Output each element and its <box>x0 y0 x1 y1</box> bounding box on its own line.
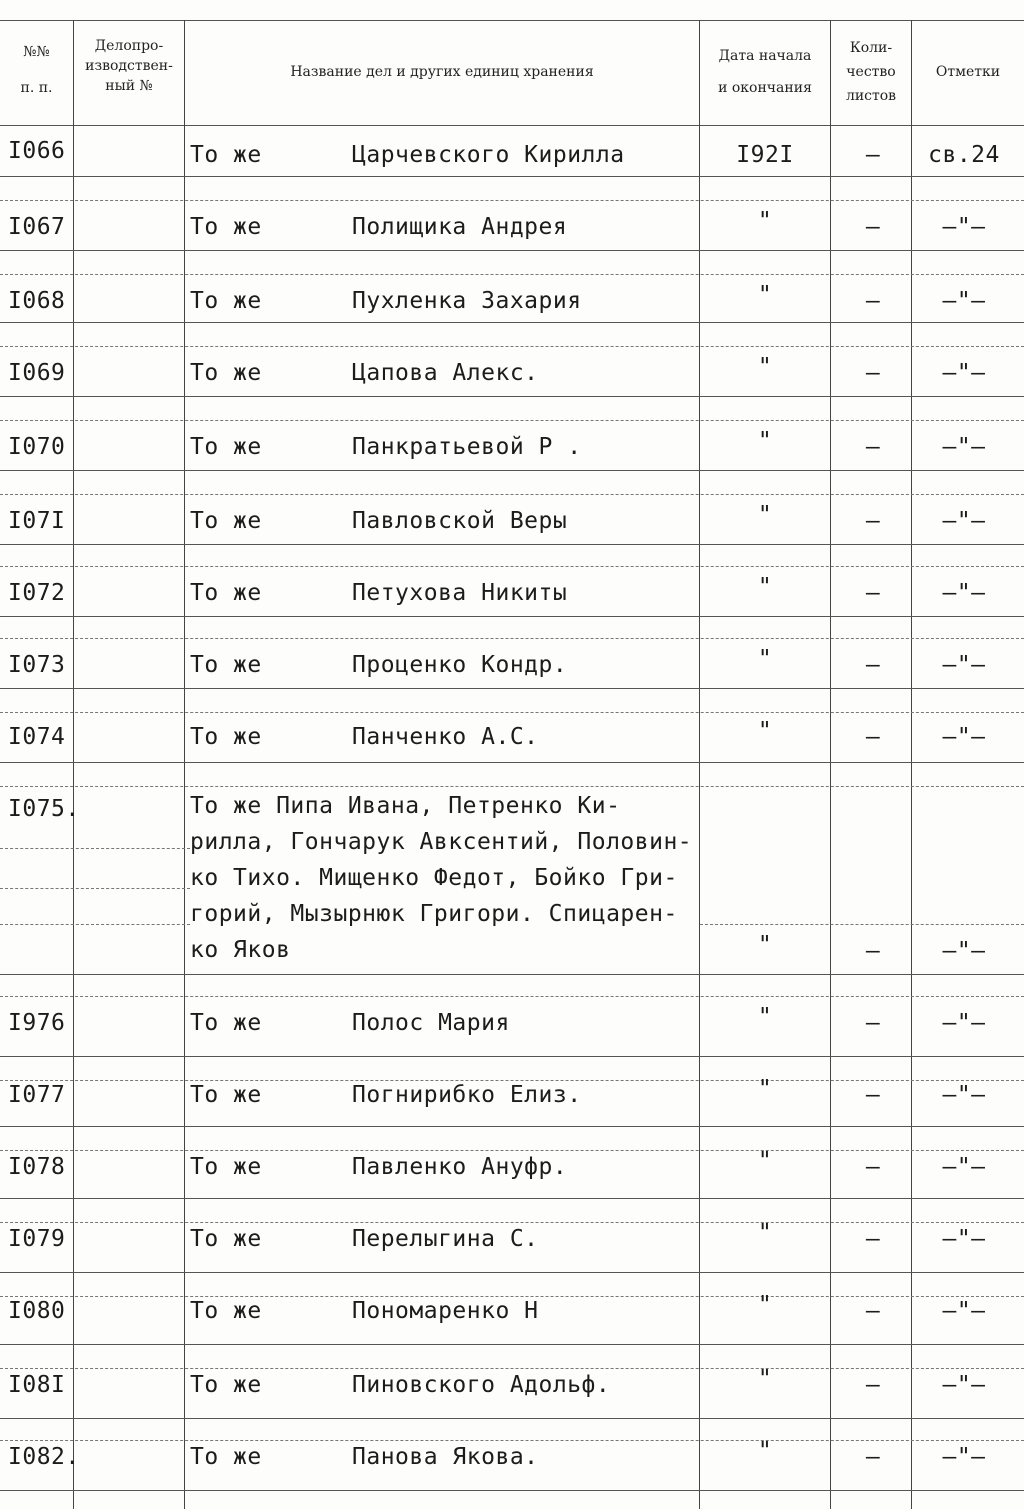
item-name: Павленко Ануфр. <box>352 1154 568 1180</box>
item-sheets: – <box>865 288 881 314</box>
item-name-line: горий, Мызырнюк Григори. Спицарен- <box>190 901 678 927</box>
row-line <box>0 470 1024 471</box>
header-col-title-text: Название дел и других единиц хранения <box>290 64 594 80</box>
item-prefix: То же <box>190 1444 262 1470</box>
item-prefix: То же <box>190 1082 262 1108</box>
item-date: " <box>757 1148 773 1174</box>
header-col-no-line: п. п. <box>20 80 53 96</box>
item-name: Панкратьевой Р . <box>352 434 582 460</box>
row-line <box>0 996 1024 997</box>
item-marks: –"– <box>942 724 986 750</box>
row-line <box>0 200 1024 201</box>
item-marks: св.24 <box>928 142 1000 168</box>
item-sheets: – <box>865 652 881 678</box>
row-line <box>0 1198 1024 1199</box>
row-line <box>0 888 190 889</box>
item-date: " <box>757 1292 773 1318</box>
item-marks: –"– <box>942 652 986 678</box>
header-col-office-line: изводствен- <box>85 58 173 74</box>
item-number: I082. <box>8 1444 80 1470</box>
item-date: " <box>757 1438 773 1464</box>
item-name-line: ко Тихо. Мищенко Федот, Бойко Гри- <box>190 865 678 891</box>
item-sheets: – <box>865 1010 881 1036</box>
item-prefix: То же <box>190 652 262 678</box>
row-line <box>0 250 1024 251</box>
item-name: Панова Якова. <box>352 1444 539 1470</box>
header-col-dates-line: и окончания <box>718 80 812 96</box>
item-sheets: – <box>865 1154 881 1180</box>
item-number: I070 <box>8 434 66 460</box>
item-marks: –"– <box>942 938 986 964</box>
item-prefix: То же <box>190 508 262 534</box>
table-top-border <box>0 20 1024 21</box>
item-marks: –"– <box>942 1154 986 1180</box>
row-line <box>700 924 1024 925</box>
item-number: I068 <box>8 288 66 314</box>
row-line <box>0 1126 1024 1127</box>
item-name: Полос Мария <box>352 1010 510 1036</box>
item-prefix: То же <box>190 1372 262 1398</box>
item-marks: –"– <box>942 1444 986 1470</box>
row-line <box>0 346 1024 347</box>
row-line <box>0 786 1024 787</box>
item-date: " <box>757 282 773 308</box>
item-sheets: – <box>865 724 881 750</box>
item-marks: –"– <box>942 360 986 386</box>
item-marks: –"– <box>942 1372 986 1398</box>
row-line <box>0 274 1024 275</box>
item-marks: –"– <box>942 1298 986 1324</box>
item-name-line: рилла, Гончарук Авксентий, Половин- <box>190 829 693 855</box>
item-date: " <box>757 646 773 672</box>
item-marks: –"– <box>942 434 986 460</box>
row-line <box>0 974 1024 975</box>
row-line <box>0 1272 1024 1273</box>
item-date: " <box>757 208 773 234</box>
item-prefix: То же <box>190 724 262 750</box>
item-name: Цапова Алекс. <box>352 360 539 386</box>
item-prefix: То же <box>190 1226 262 1252</box>
header-bottom-border <box>0 125 1024 126</box>
item-name: Пухленка Захария <box>352 288 582 314</box>
item-sheets: – <box>865 508 881 534</box>
item-name: Проценко Кондр. <box>352 652 568 678</box>
item-sheets: – <box>865 1298 881 1324</box>
item-marks: –"– <box>942 1010 986 1036</box>
row-line <box>0 762 1024 763</box>
item-prefix: То же <box>190 142 262 168</box>
item-date: " <box>757 1366 773 1392</box>
row-line <box>0 396 1024 397</box>
item-marks: –"– <box>942 580 986 606</box>
item-name: Погнирибко Елиз. <box>352 1082 582 1108</box>
header-col-office <box>74 36 184 96</box>
item-sheets: – <box>865 1444 881 1470</box>
item-number: I073 <box>8 652 66 678</box>
item-number: I08I <box>8 1372 66 1398</box>
item-number: I077 <box>8 1082 66 1108</box>
item-name: Петухова Никиты <box>352 580 568 606</box>
item-date: " <box>757 574 773 600</box>
item-marks: –"– <box>942 214 986 240</box>
header-col-office-line: Делопро- <box>94 38 164 54</box>
header-col-no-line: №№ <box>23 44 50 60</box>
row-line <box>0 924 190 925</box>
item-sheets: – <box>865 1082 881 1108</box>
item-name-line: То же Пипа Ивана, Петренко Ки- <box>190 793 621 819</box>
item-number: I072 <box>8 580 66 606</box>
row-line <box>0 420 1024 421</box>
item-sheets: – <box>865 1226 881 1252</box>
item-number: I079 <box>8 1226 66 1252</box>
row-line <box>0 1344 1024 1345</box>
item-sheets: – <box>865 214 881 240</box>
row-line <box>0 1418 1024 1419</box>
row-line <box>0 1056 1024 1057</box>
item-number: I07I <box>8 508 66 534</box>
item-sheets: – <box>865 1372 881 1398</box>
header-col-title <box>185 62 699 82</box>
item-number: I078 <box>8 1154 66 1180</box>
item-date: " <box>757 502 773 528</box>
header-col-dates <box>700 46 830 98</box>
item-number: I080 <box>8 1298 66 1324</box>
item-number: I074 <box>8 724 66 750</box>
row-line <box>0 544 1024 545</box>
item-prefix: То же <box>190 434 262 460</box>
item-prefix: То же <box>190 214 262 240</box>
item-date: " <box>757 354 773 380</box>
item-date: I92I <box>736 142 794 168</box>
item-date: " <box>757 718 773 744</box>
row-line <box>0 616 1024 617</box>
item-sheets: – <box>865 580 881 606</box>
item-number: I069 <box>8 360 66 386</box>
item-marks: –"– <box>942 1226 986 1252</box>
item-number: I067 <box>8 214 66 240</box>
row-line <box>0 848 190 849</box>
header-col-count-line: Коли- <box>849 40 893 56</box>
header-col-count-line: чество <box>846 64 896 80</box>
row-line <box>0 638 1024 639</box>
item-date: " <box>757 1004 773 1030</box>
item-name: Царчевского Кирилла <box>352 142 625 168</box>
item-date: " <box>757 428 773 454</box>
item-prefix: То же <box>190 580 262 606</box>
item-prefix: То же <box>190 1154 262 1180</box>
item-marks: –"– <box>942 508 986 534</box>
row-line <box>0 322 1024 323</box>
item-prefix: То же <box>190 360 262 386</box>
item-sheets: – <box>865 434 881 460</box>
col-divider <box>830 20 831 1509</box>
header-col-no <box>0 42 73 98</box>
item-name: Полищика Андрея <box>352 214 568 240</box>
header-col-dates-line: Дата начала <box>718 48 812 64</box>
item-name: Павловской Веры <box>352 508 568 534</box>
item-prefix: То же <box>190 288 262 314</box>
row-line <box>0 712 1024 713</box>
item-prefix: То же <box>190 1010 262 1036</box>
header-col-count <box>831 38 911 106</box>
item-number: I976 <box>8 1010 66 1036</box>
item-name-line: ко Яков <box>190 937 291 963</box>
header-col-marks-text: Отметки <box>935 64 1001 80</box>
row-line <box>0 176 1024 177</box>
item-date: " <box>757 932 773 958</box>
col-divider <box>911 20 912 1509</box>
col-divider <box>699 20 700 1509</box>
row-line <box>0 1490 1024 1491</box>
item-multiline-name <box>190 788 692 968</box>
row-line <box>0 566 1024 567</box>
item-marks: –"– <box>942 1082 986 1108</box>
row-line <box>0 494 1024 495</box>
item-sheets: – <box>865 938 881 964</box>
item-name: Панченко А.С. <box>352 724 539 750</box>
col-divider <box>184 20 185 1509</box>
item-sheets: – <box>865 142 881 168</box>
item-number: I075. <box>8 796 80 822</box>
item-name: Перелыгина С. <box>352 1226 539 1252</box>
item-date: " <box>757 1076 773 1102</box>
item-name: Пономаренко Н <box>352 1298 539 1324</box>
item-marks: –"– <box>942 288 986 314</box>
header-col-marks <box>912 62 1024 82</box>
row-line <box>0 688 1024 689</box>
item-sheets: – <box>865 360 881 386</box>
item-number: I066 <box>8 138 66 164</box>
item-prefix: То же <box>190 1298 262 1324</box>
item-name: Пиновского Адольф. <box>352 1372 611 1398</box>
header-col-count-line: листов <box>845 88 897 104</box>
item-date: " <box>757 1220 773 1246</box>
header-col-office-line: ный № <box>105 78 153 94</box>
